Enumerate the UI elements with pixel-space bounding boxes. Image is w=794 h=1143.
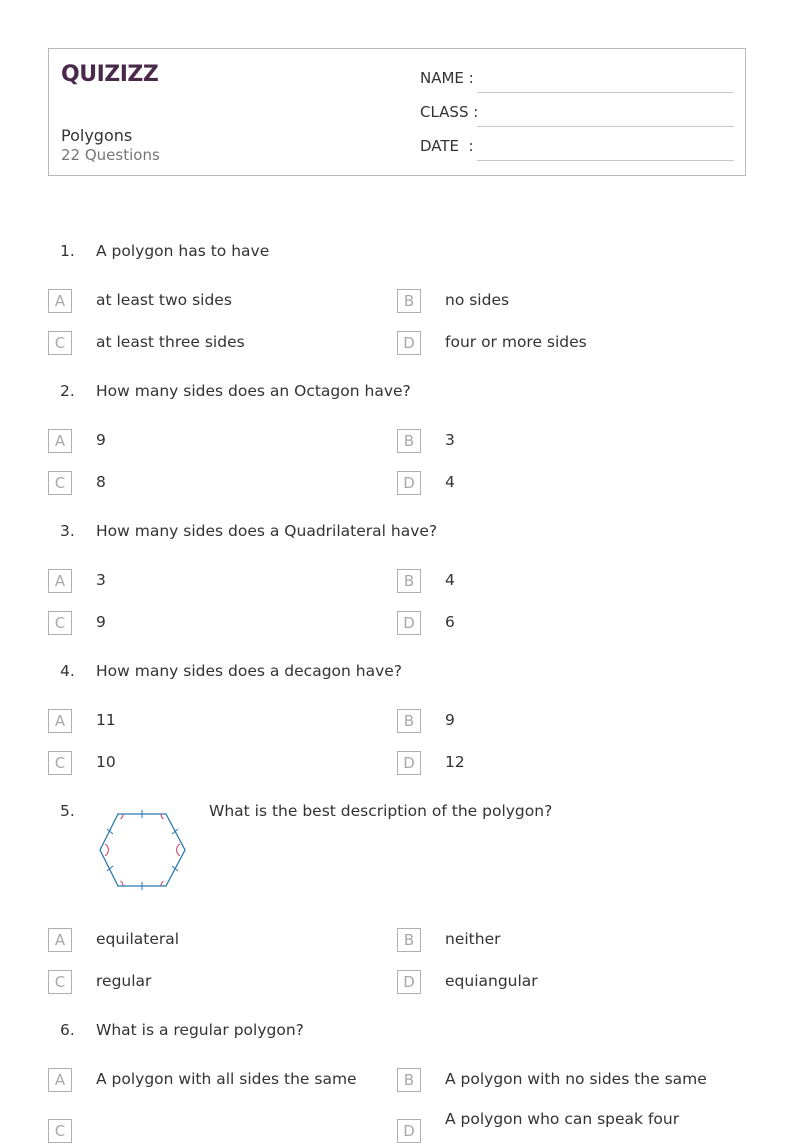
option-b-text: 9: [445, 711, 455, 729]
question-number: 2.: [60, 382, 75, 400]
option-a-text: 9: [96, 431, 106, 449]
option-a-box[interactable]: A: [48, 928, 72, 952]
question-text: What is the best description of the polygon?: [209, 802, 553, 820]
option-d-text: 12: [445, 753, 465, 771]
option-a-text: at least two sides: [96, 291, 232, 309]
question-number: 6.: [60, 1021, 75, 1039]
option-c-box[interactable]: C: [48, 970, 72, 994]
question-text: What is a regular polygon?: [96, 1021, 304, 1039]
option-d-box[interactable]: D: [397, 331, 421, 355]
option-d-box[interactable]: D: [397, 471, 421, 495]
option-a-text: A polygon with all sides the same: [96, 1070, 357, 1088]
question-number: 5.: [60, 802, 75, 820]
option-b-text: neither: [445, 930, 501, 948]
option-a-text: 3: [96, 571, 106, 589]
option-d-text: A polygon who can speak four: [445, 1110, 680, 1128]
class-label: CLASS :: [420, 103, 479, 121]
question-text: A polygon has to have: [96, 242, 270, 260]
option-d-text: 6: [445, 613, 455, 631]
option-a-box[interactable]: A: [48, 289, 72, 313]
question-text: How many sides does a decagon have?: [96, 662, 403, 680]
option-d-box[interactable]: D: [397, 751, 421, 775]
name-label: NAME :: [420, 69, 474, 87]
option-d-box[interactable]: D: [397, 970, 421, 994]
option-d-box[interactable]: D: [397, 611, 421, 635]
quizizz-logo: [61, 59, 159, 91]
option-b-box[interactable]: B: [397, 709, 421, 733]
question-number: 1.: [60, 242, 75, 260]
option-a-box[interactable]: A: [48, 1068, 72, 1092]
option-b-text: 3: [445, 431, 455, 449]
option-b-box[interactable]: B: [397, 1068, 421, 1092]
option-b-text: no sides: [445, 291, 510, 309]
option-d-text: four or more sides: [445, 333, 587, 351]
option-d-text: 4: [445, 473, 455, 491]
option-c-text: regular: [96, 972, 152, 990]
question-text: How many sides does an Octagon have?: [96, 382, 411, 400]
option-a-box[interactable]: A: [48, 429, 72, 453]
option-b-box[interactable]: B: [397, 928, 421, 952]
worksheet-header: [48, 48, 746, 176]
worksheet-title: Polygons: [61, 126, 133, 145]
option-d-box[interactable]: D: [397, 1119, 421, 1143]
date-label: DATE :: [420, 137, 474, 155]
option-c-box[interactable]: C: [48, 1119, 72, 1143]
option-d-text: equiangular: [445, 972, 538, 990]
date-line[interactable]: [477, 160, 734, 161]
option-b-text: A polygon with no sides the same: [445, 1070, 707, 1088]
hexagon-image: [96, 800, 192, 900]
date-field[interactable]: [420, 137, 734, 159]
option-a-text: 11: [96, 711, 116, 729]
option-c-box[interactable]: C: [48, 331, 72, 355]
option-a-text: equilateral: [96, 930, 180, 948]
option-b-box[interactable]: B: [397, 429, 421, 453]
option-b-box[interactable]: B: [397, 289, 421, 313]
option-c-box[interactable]: C: [48, 751, 72, 775]
option-c-box[interactable]: C: [48, 611, 72, 635]
question-number: 3.: [60, 522, 75, 540]
option-c-text: 9: [96, 613, 106, 631]
option-b-box[interactable]: B: [397, 569, 421, 593]
option-b-text: 4: [445, 571, 455, 589]
option-c-text: at least three sides: [96, 333, 245, 351]
question-number: 4.: [60, 662, 75, 680]
option-c-box[interactable]: C: [48, 471, 72, 495]
option-a-box[interactable]: A: [48, 709, 72, 733]
class-field[interactable]: [420, 103, 734, 125]
option-a-box[interactable]: A: [48, 569, 72, 593]
option-c-text: 10: [96, 753, 116, 771]
question-count: 22 Questions: [61, 146, 160, 164]
class-line[interactable]: [477, 126, 734, 127]
name-line[interactable]: [477, 92, 734, 93]
logo-wordmark: QUIZIZZ: [61, 62, 159, 87]
name-field[interactable]: [420, 69, 734, 91]
option-c-text: 8: [96, 473, 106, 491]
question-text: How many sides does a Quadrilateral have?: [96, 522, 438, 540]
